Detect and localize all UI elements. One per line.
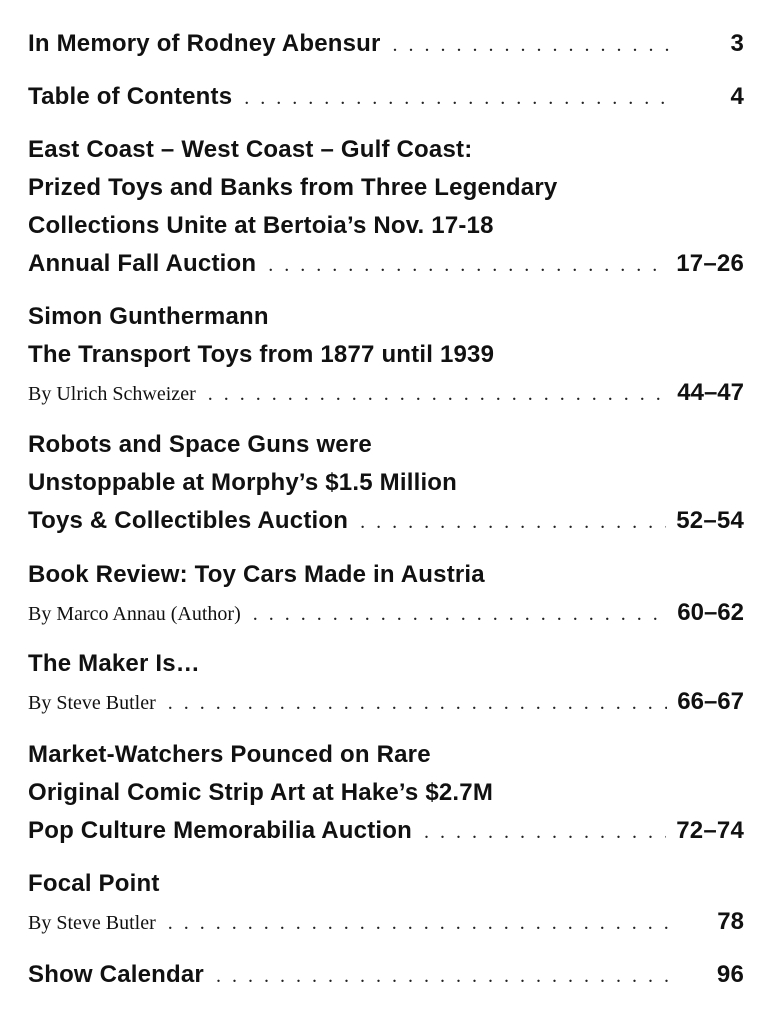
dot-leader: [360, 503, 666, 541]
dot-leader: [168, 684, 667, 722]
entry-title: Robots and Space Guns were: [28, 431, 372, 458]
dot-leader: [253, 595, 668, 633]
entry-byline-line: [28, 683, 744, 721]
entry-title: Original Comic Strip Art at Hake’s $2.7M: [28, 779, 494, 806]
dot-leader: [208, 375, 668, 413]
toc-entry-contents: [28, 78, 744, 116]
page-number: 96: [716, 961, 744, 988]
entry-title-line: [28, 131, 744, 169]
entry-title-line: [28, 426, 744, 464]
dot-leader: [244, 79, 674, 117]
entry-title-line: [28, 298, 744, 336]
entry-title: Focal Point: [28, 870, 160, 897]
page-number: 3: [730, 30, 744, 57]
page-number: 66–67: [677, 688, 744, 715]
entry-title-line: [28, 245, 744, 283]
dot-leader: [216, 957, 674, 995]
entry-title-line: [28, 812, 744, 850]
entry-title: In Memory of Rodney Abensur: [28, 30, 381, 57]
entry-title: The Maker Is…: [28, 650, 200, 677]
entry-byline: By Marco Annau (Author): [28, 603, 241, 625]
entry-title-line: [28, 956, 744, 994]
entry-title: Unstoppable at Morphy’s $1.5 Million: [28, 469, 458, 496]
toc-entry-gunthermann: [28, 298, 744, 412]
entry-title-line: [28, 645, 744, 683]
page-number: 60–62: [677, 599, 744, 626]
entry-byline-line: [28, 594, 744, 632]
entry-byline-line: [28, 374, 744, 412]
toc-entry-show-calendar: [28, 956, 744, 994]
page-number: 72–74: [676, 817, 744, 844]
entry-byline: By Ulrich Schweizer: [28, 383, 196, 405]
entry-title: East Coast – West Coast – Gulf Coast:: [28, 136, 473, 163]
entry-title: Market-Watchers Pounced on Rare: [28, 741, 431, 768]
entry-title-line: [28, 336, 744, 374]
entry-title-line: [28, 25, 744, 63]
dot-leader: [393, 26, 674, 64]
entry-title-line: [28, 464, 744, 502]
page-number: 44–47: [677, 379, 744, 406]
entry-title: Collections Unite at Bertoia’s Nov. 17-18: [28, 212, 494, 239]
toc-entry-robots: [28, 426, 744, 540]
entry-title-line: [28, 865, 744, 903]
entry-title: Table of Contents: [28, 83, 233, 110]
entry-byline: By Steve Butler: [28, 912, 156, 934]
entry-byline-line: [28, 903, 744, 941]
entry-title: The Transport Toys from 1877 until 1939: [28, 341, 495, 368]
entry-byline: By Steve Butler: [28, 692, 156, 714]
toc-entry-hakes: [28, 736, 744, 850]
entry-title-line: [28, 502, 744, 540]
dot-leader: [168, 904, 674, 942]
toc-entry-focal-point: [28, 865, 744, 941]
entry-title-line: [28, 736, 744, 774]
dot-leader: [424, 813, 666, 851]
entry-title: Prized Toys and Banks from Three Legendary: [28, 174, 558, 201]
entry-title: Toys & Collectibles Auction: [28, 507, 349, 534]
entry-title-line: [28, 774, 744, 812]
entry-title-line: [28, 556, 744, 594]
page-number: 52–54: [676, 507, 744, 534]
page-number: 78: [717, 908, 744, 935]
page-number: 4: [730, 83, 744, 110]
entry-title: Simon Gunthermann: [28, 303, 269, 330]
entry-title-line: [28, 78, 744, 116]
dot-leader: [268, 246, 666, 284]
toc-entry-maker: [28, 645, 744, 721]
entry-title: Annual Fall Auction: [28, 250, 257, 277]
entry-title-line: [28, 169, 744, 207]
entry-title: Book Review: Toy Cars Made in Austria: [28, 561, 485, 588]
toc-entry-memory: [28, 25, 744, 63]
entry-title: Show Calendar: [28, 961, 204, 988]
toc-entry-book-review: [28, 556, 744, 632]
toc-entry-coast-auction: [28, 131, 744, 283]
entry-title-line: [28, 207, 744, 245]
entry-title: Pop Culture Memorabilia Auction: [28, 817, 413, 844]
page-number: 17–26: [676, 250, 744, 277]
